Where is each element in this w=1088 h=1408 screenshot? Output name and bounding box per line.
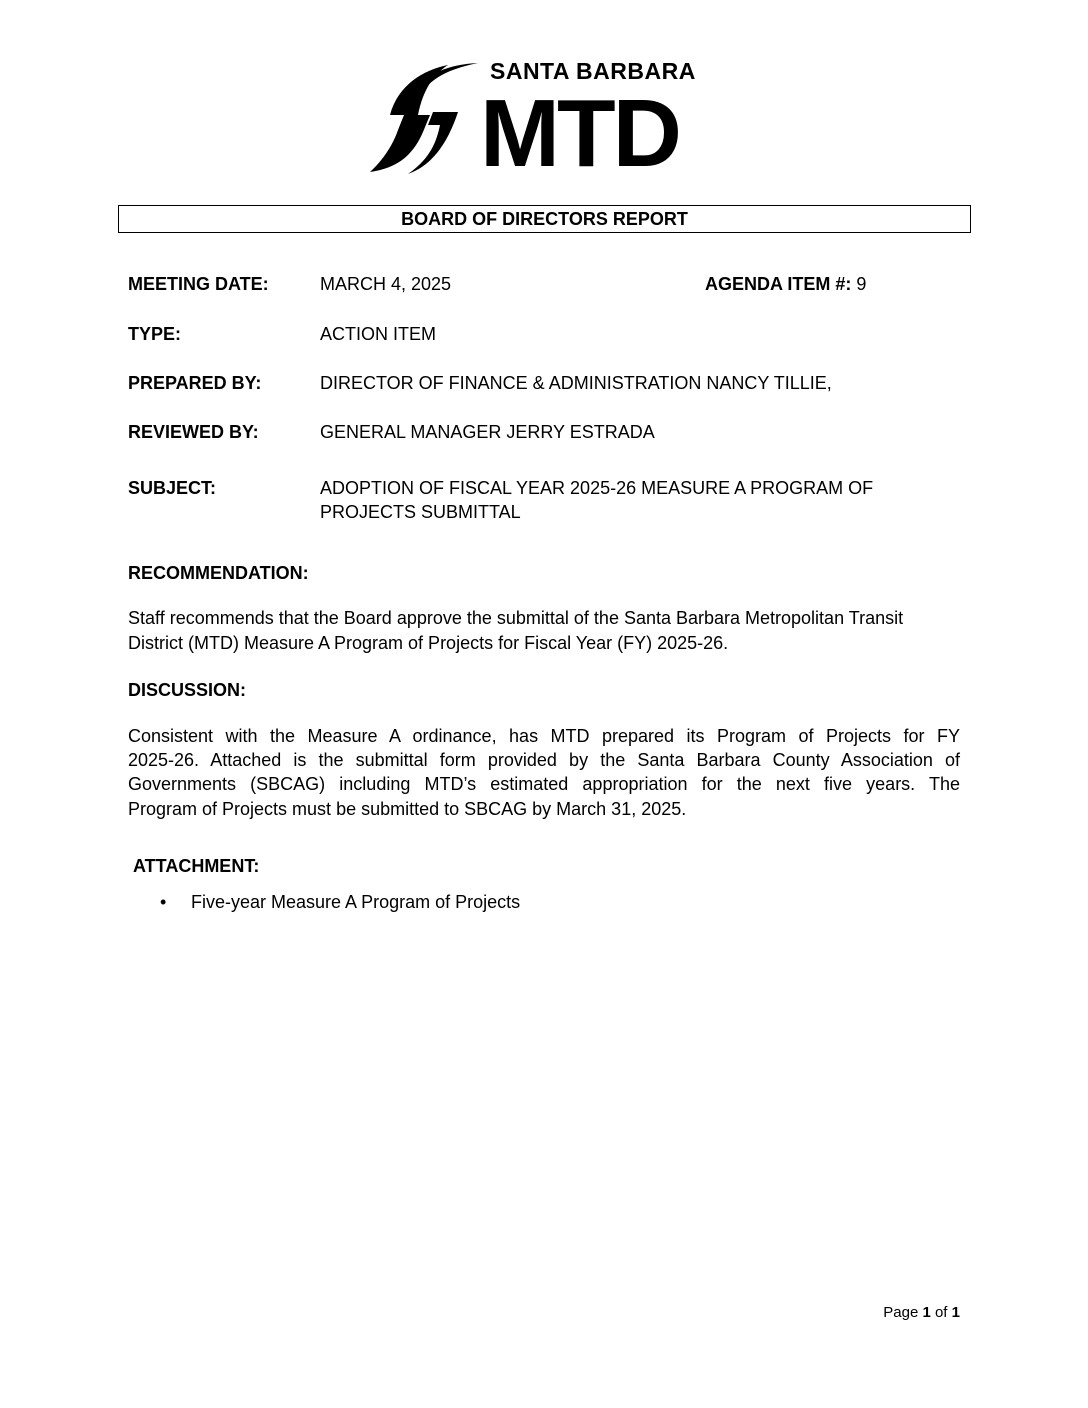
attachment-heading: ATTACHMENT: — [133, 856, 260, 876]
recommendation-line: District (MTD) Measure A Program of Projects for Fiscal Year (FY) 2025-26. — [128, 633, 729, 653]
logo-text-santa-barbara: SANTA BARBARA — [490, 58, 696, 84]
agenda-item-label: AGENDA ITEM #: — [705, 274, 852, 294]
page-of: of — [930, 1304, 952, 1321]
report-title: BOARD OF DIRECTORS REPORT — [118, 205, 971, 233]
recommendation-heading: RECOMMENDATION: — [128, 563, 309, 583]
discussion-line: Consistent with the Measure A ordinance, has MTD prepared its Program of Projects for FY — [128, 726, 960, 746]
meeting-date-value: MARCH 4, 2025 — [320, 274, 452, 294]
discussion-heading: DISCUSSION: — [128, 680, 247, 700]
type-value: ACTION ITEM — [320, 324, 436, 344]
page-prefix: Page — [883, 1304, 923, 1321]
mtd-logo-swoosh-icon — [368, 60, 480, 178]
page-number — [883, 1304, 960, 1321]
prepared-by-label: PREPARED BY: — [128, 373, 262, 393]
discussion-line: 2025-26. Attached is the submittal form provided by the Santa Barbara County Association of — [128, 750, 960, 770]
mtd-logo — [368, 60, 480, 178]
logo-text-mtd: MTD — [480, 80, 679, 187]
agenda-item — [705, 274, 866, 295]
reviewed-by-value: GENERAL MANAGER JERRY ESTRADA — [320, 422, 655, 442]
discussion-line: Governments (SBCAG) including MTD’s estimated appropriation for the next five years. The — [128, 774, 960, 794]
discussion-line: Program of Projects must be submitted to SBCAG by March 31, 2025. — [128, 799, 687, 819]
bullet-icon: • — [160, 892, 167, 912]
meeting-date-label: MEETING DATE: — [128, 274, 269, 294]
reviewed-by-label: REVIEWED BY: — [128, 422, 259, 442]
recommendation-line: Staff recommends that the Board approve the submittal of the Santa Barbara Metropolitan Transit — [128, 608, 904, 628]
type-label: TYPE: — [128, 324, 182, 344]
subject-value-line1: ADOPTION OF FISCAL YEAR 2025-26 MEASURE A PROGRAM OF — [320, 478, 874, 498]
attachment-item: Five-year Measure A Program of Projects — [191, 892, 521, 912]
prepared-by-value: DIRECTOR OF FINANCE & ADMINISTRATION NANCY TILLIE, — [320, 373, 832, 393]
page-current: 1 — [922, 1304, 931, 1321]
subject-value-line2: PROJECTS SUBMITTAL — [320, 502, 521, 522]
page-total: 1 — [951, 1304, 960, 1321]
agenda-item-value: 9 — [856, 274, 867, 294]
subject-label: SUBJECT: — [128, 478, 217, 498]
